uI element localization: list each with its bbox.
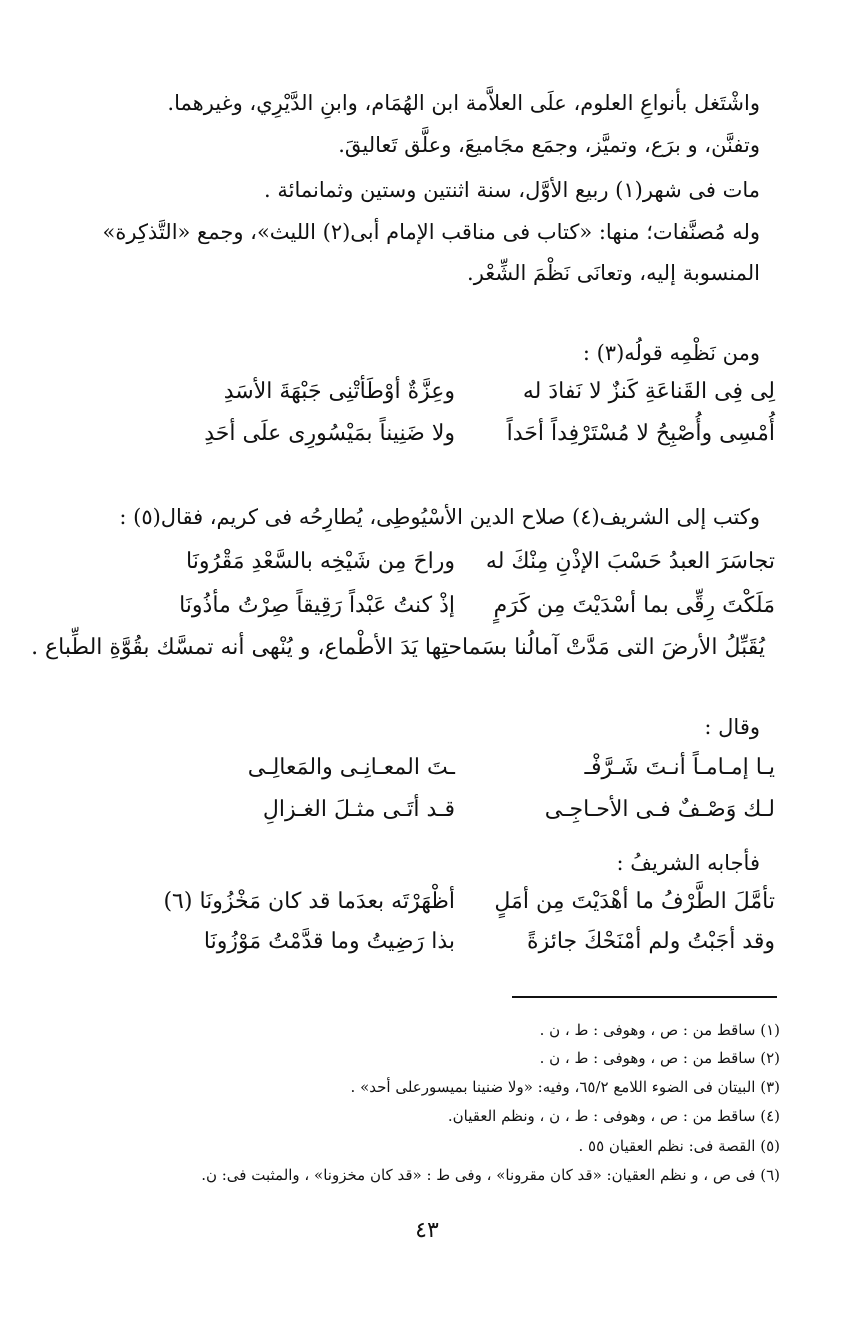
verse-2-1-right: تجاسَرَ العبدُ حَسْبَ الإذْنِ مِنْكَ له <box>485 549 775 574</box>
prose-line-5: المنسوبة إليه، وتعانَى نَظْمَ الشِّعْر. <box>467 261 760 285</box>
footnote-3: (٣) البيتان فى الضوء اللامع ٦٥/٢، وفيه: «ولا ضنينا بميسورعلى أحد» . <box>350 1078 780 1096</box>
prose-line-4: وله مُصنَّفات؛ منها: «كتاب فى مناقب الإمام أبى(٢) الليث»، وجمع «التَّذكِرة» <box>102 220 760 244</box>
page-number: ٤٣ <box>415 1218 439 1243</box>
verse-4-2-right: وقد أجَبْتُ ولم أمْنَحْكَ جائزةً <box>527 929 775 954</box>
verse-4-2-left: بذا رَضِيتُ وما قدَّمْتُ مَوْزُونَا <box>203 929 455 954</box>
footnote-2: (٢) ساقط من : ص ، وهوفى : ط ، ن . <box>539 1049 780 1067</box>
verse-1-2-right: أُمْسِى وأُصْبِحُ لا مُسْتَرْفِداً أحَداً <box>506 421 775 446</box>
verse-1-1-left: وعِزَّةٌ أوْطَأتْنِى جَبْهَةَ الأسَدِ <box>223 379 455 404</box>
footnote-divider <box>512 996 777 998</box>
verse-2-2-right: مَلَكْتَ رِقِّى بما أسْدَيْتَ مِن كَرَمٍ <box>493 593 775 618</box>
verse-1-2-left: ولا ضَنِيناً بمَيْسُورِى علَى أحَدِ <box>204 421 455 446</box>
prose-line-1: واشْتَغل بأنواعِ العلوم، علَى العلاَّمة ابن الهُمَام، وابنِ الدَّيْرِي، وغيرهما. <box>167 91 760 115</box>
long-verse-line: يُقَبِّلُ الأرضَ التى مَدَّتْ آمالُنا بسَماحتِها يَدَ الأطْماع، و يُنْهى أنه تمسَّك بقُوَّةِ الطِّباع . <box>31 635 765 660</box>
poem-intro-2: وكتب إلى الشريف(٤) صلاح الدين الأسْيُوطِى، يُطارِحُه فى كريم، فقال(٥) : <box>119 505 760 529</box>
poem-intro-4: فأجابه الشريفُ : <box>616 851 760 875</box>
verse-4-1-right: تأمَّلَ الطَّرْفُ ما أهْدَيْتَ مِن أمَلٍ <box>494 889 775 914</box>
prose-line-3: مات فى شهر(١) ربيع الأوَّل، سنة اثنتين وستين وثمانمائة . <box>263 178 760 202</box>
footnote-5: (٥) القصة فى: نظم العقيان ٥٥ . <box>578 1137 780 1155</box>
footnote-1: (١) ساقط من : ص ، وهوفى : ط ، ن . <box>539 1021 780 1039</box>
verse-4-1-left: أظْهَرْتَه بعدَما قد كان مَخْزُونَا (٦) <box>163 889 455 914</box>
verse-2-2-left: إذْ كنتُ عَبْداً رَقِيقاً صِرْتُ مأذُونَا <box>179 593 455 618</box>
verse-3-2-left: قـد أتَـى مثـلَ الغـزالِ <box>262 797 455 822</box>
footnote-4: (٤) ساقط من : ص ، وهوفى : ط ، ن ، ونظم العقيان. <box>447 1107 780 1125</box>
verse-2-1-left: وراحَ مِن شَيْخِه بالسَّعْدِ مَقْرُونَا <box>186 549 455 574</box>
verse-1-1-right: لِى فِى القَناعَةِ كَنزٌ لا نَفادَ له <box>522 379 775 404</box>
prose-line-2: وتفنَّن، و برَع، وتميَّز، وجمَع مجَاميعَ، وعلَّق تَعاليقَ. <box>338 133 760 157</box>
verse-3-1-right: يـا إمـامـاً أنـتَ شَـرَّفْـ <box>584 755 775 780</box>
verse-3-1-left: ـتَ المعـانِـى والمَعالِـى <box>247 755 455 780</box>
poem-intro-3: وقال : <box>704 715 760 739</box>
verse-3-2-right: لـك وَصْـفٌ فـى الأحـاجِـى <box>544 797 775 822</box>
footnote-6: (٦) فى ص ، و نظم العقيان: «قد كان مقرونا» ، وفى ط : «قد كان مخزونا» ، والمثبت فى: ن. <box>201 1166 780 1184</box>
poem-intro-1: ومن نَظْمِه قولُه(٣) : <box>582 341 760 365</box>
